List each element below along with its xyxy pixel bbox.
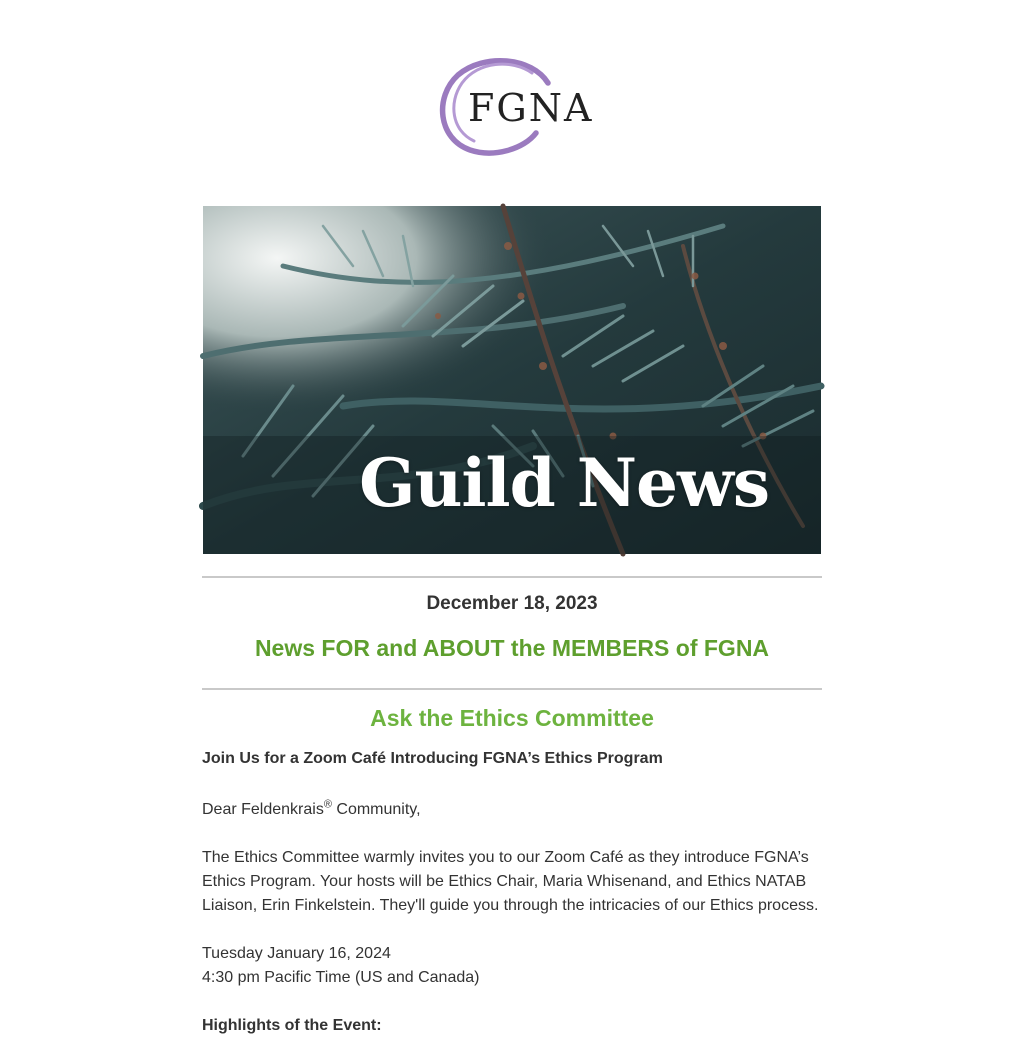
top-divider [202, 576, 822, 578]
newsletter-date: December 18, 2023 [426, 593, 598, 614]
greeting-prefix: Dear Feldenkrais [202, 801, 324, 818]
registered-mark: ® [323, 798, 332, 811]
newsletter-content [202, 576, 822, 1038]
fgna-logo[interactable] [436, 55, 594, 155]
hero-title: Guild News [359, 444, 769, 522]
event-time: 4:30 pm Pacific Time (US and Canada) [202, 969, 480, 986]
newsletter-tagline: News FOR and ABOUT the MEMBERS of FGNA [254, 635, 770, 661]
hero-banner [203, 206, 821, 554]
article-subhead: Join Us for a Zoom Café Introducing FGNA’s Ethics Program [202, 750, 663, 767]
event-day: Tuesday January 16, 2024 [202, 945, 391, 962]
greeting-suffix: Community, [331, 801, 421, 818]
logo-text: FGNA [468, 86, 594, 130]
article-body: The Ethics Committee warmly invites you to our Zoom Café as they introduce FGNA’s Ethics Program. Your hosts will be Ethics Chair, Maria Whisenand, and Ethics NATAB Liaison, Erin Finkelstein. They'll guide you through the intricacies of our Ethics process. [202, 849, 819, 914]
section-divider [202, 688, 822, 690]
highlights-label: Highlights of the Event: [202, 1017, 382, 1034]
article-greeting [202, 798, 822, 822]
fgna-logo-mark [436, 55, 594, 155]
article-title: Ask the Ethics Committee [370, 705, 654, 731]
